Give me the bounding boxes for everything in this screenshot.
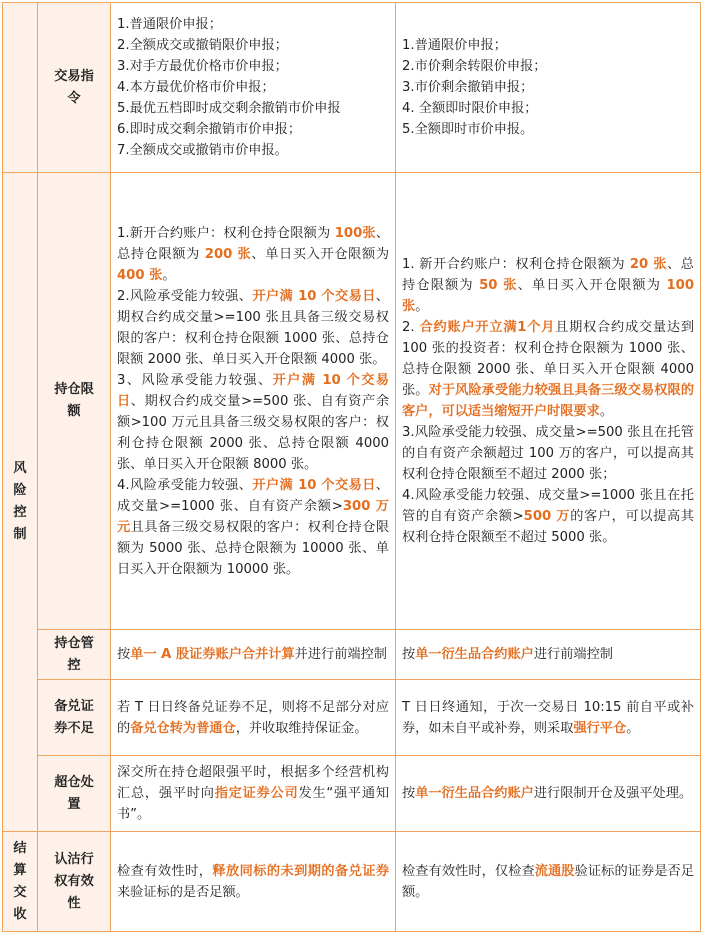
position-limit-left-p3: 3、风险承受能力较强、开户满 10 个交易日、期权合约成交量>=500 张、自有资产余额>100 万元且具备三级交易权限的客户：权利仓持仓限额 2000 张、总持仓限额 4000 张、单日买入开仓限额 8000 张。 [117,372,390,472]
validity-left-cell: 检查有效性时，释放同标的未到期的备兑证券来验证标的是否足额。 [111,832,396,932]
position-limit-right-p4: 4.风险承受能力较强、成交量>=1000 张且在托管的自有资产余额>500 万的客户，可以提高其权利仓持仓限额至不超过 5000 张。 [402,488,694,545]
position-limit-left-cell [111,173,396,630]
row-position-control [3,630,701,680]
trade-left-cell [111,3,396,173]
trade-right-line: 2.市价剩余转限价申报； [402,59,547,74]
row-trade-instruction [3,3,701,173]
comparison-table [2,2,701,932]
label-covered-shortfall: 备兑证券不足 [38,680,111,756]
trade-right-cell [396,3,701,173]
label-position-limit: 持仓限额 [38,173,111,630]
position-limit-right-cell [396,173,701,630]
trade-left-line: 7.全额成交或撤销市价申报。 [117,143,288,158]
trade-right-line: 4. 全额即时限价申报； [402,101,538,116]
position-limit-left-p1: 1.新开合约账户：权利仓持仓限额为 100张、总持仓限额为 200 张、单日买入开仓限额为 400 张。 [117,225,390,283]
category-risk-control-label: 风险控制 [13,461,27,542]
position-limit-right-p1: 1. 新开合约账户：权利仓持仓限额为 20 张、总持仓限额为 50 张、单日买入开仓限额为 100 张。 [402,257,694,314]
row-put-exercise-validity [3,832,701,932]
label-over-position: 超仓处置 [38,756,111,832]
position-limit-left-p2: 2.风险承受能力较强、开户满 10 个交易日、期权合约成交量>=100 张且具备三级交易权限的客户：权利仓持仓限额 1000 张、总持仓限额 2000 张、单日买入开仓限额 4000 张。 [117,288,389,367]
row-position-limit [3,173,701,630]
trade-left-line: 2.全额成交或撤销限价申报； [117,38,288,53]
validity-right-cell: 检查有效性时，仅检查流通股验证标的证券是否足额。 [396,832,701,932]
trade-left-line: 3.对手方最优价格市价申报； [117,59,288,74]
position-control-left-cell: 按单一 A 股证券账户合并计算并进行前端控制 [111,630,396,680]
trade-right-line: 3.市价剩余撤销申报； [402,80,534,95]
position-limit-right-p3: 3.风险承受能力较强、成交量>=500 张且在托管的自有资产余额超过 100 万的客户，可以提高其权利仓持仓限额至不超过 2000 张； [402,425,694,482]
position-limit-left-p4: 4.风险承受能力较强、开户满 10 个交易日、成交量>=1000 张、自有资产余额>300 万元且具备三级交易权限的客户：权利仓持仓限额为 5000 张、总持仓限额为 10000 张、单日买入开仓限额为 10000 张。 [117,477,390,577]
trade-left-line: 1.普通限价申报； [117,17,222,32]
label-put-exercise-validity: 认沽行权有效性 [38,832,111,932]
trade-left-line: 5.最优五档即时成交剩余撤销市价申报 [117,101,341,116]
position-limit-right-p2: 2. 合约账户开立满1个月且期权合约成交量达到 100 张的投资者：权利仓持仓限额为 1000 张、总持仓限额 2000 张、单日买入开仓限额 4000 张。对于风险承受能力较强且具备三级交易权限的客户，可以适当缩短开户时限要求。 [402,320,695,419]
over-position-left-cell: 深交所在持仓超限强平时，根据多个经营机构汇总，强平时向指定证券公司发生“强平通知书”。 [111,756,396,832]
label-position-control: 持仓管控 [38,630,111,680]
trade-left-line: 4.本方最优价格市价申报； [117,80,275,95]
trade-right-line: 5.全额即时市价申报。 [402,122,534,137]
row-covered-shortfall [3,680,701,756]
category-risk-control [3,173,38,832]
over-position-right-cell: 按单一衍生品合约账户进行限制开仓及强平处理。 [396,756,701,832]
trade-right-line: 1.普通限价申报； [402,38,507,53]
label-trade-instruction: 交易指令 [38,3,111,173]
row-over-position [3,756,701,832]
covered-right-cell: T 日日终通知，于次一交易日 10:15 前自平或补券，如未自平或补券，则采取强行平仓。 [396,680,701,756]
position-control-right-cell: 按单一衍生品合约账户进行前端控制 [396,630,701,680]
category-settlement [3,832,38,932]
blank-category-cell [3,3,38,173]
trade-left-line: 6.即时成交剩余撤销市价申报； [117,122,302,137]
category-settlement-label: 结算交收 [13,840,27,922]
covered-left-cell: 若 T 日日终备兑证券不足，则将不足部分对应的备兑仓转为普通仓，并收取维持保证金。 [111,680,396,756]
